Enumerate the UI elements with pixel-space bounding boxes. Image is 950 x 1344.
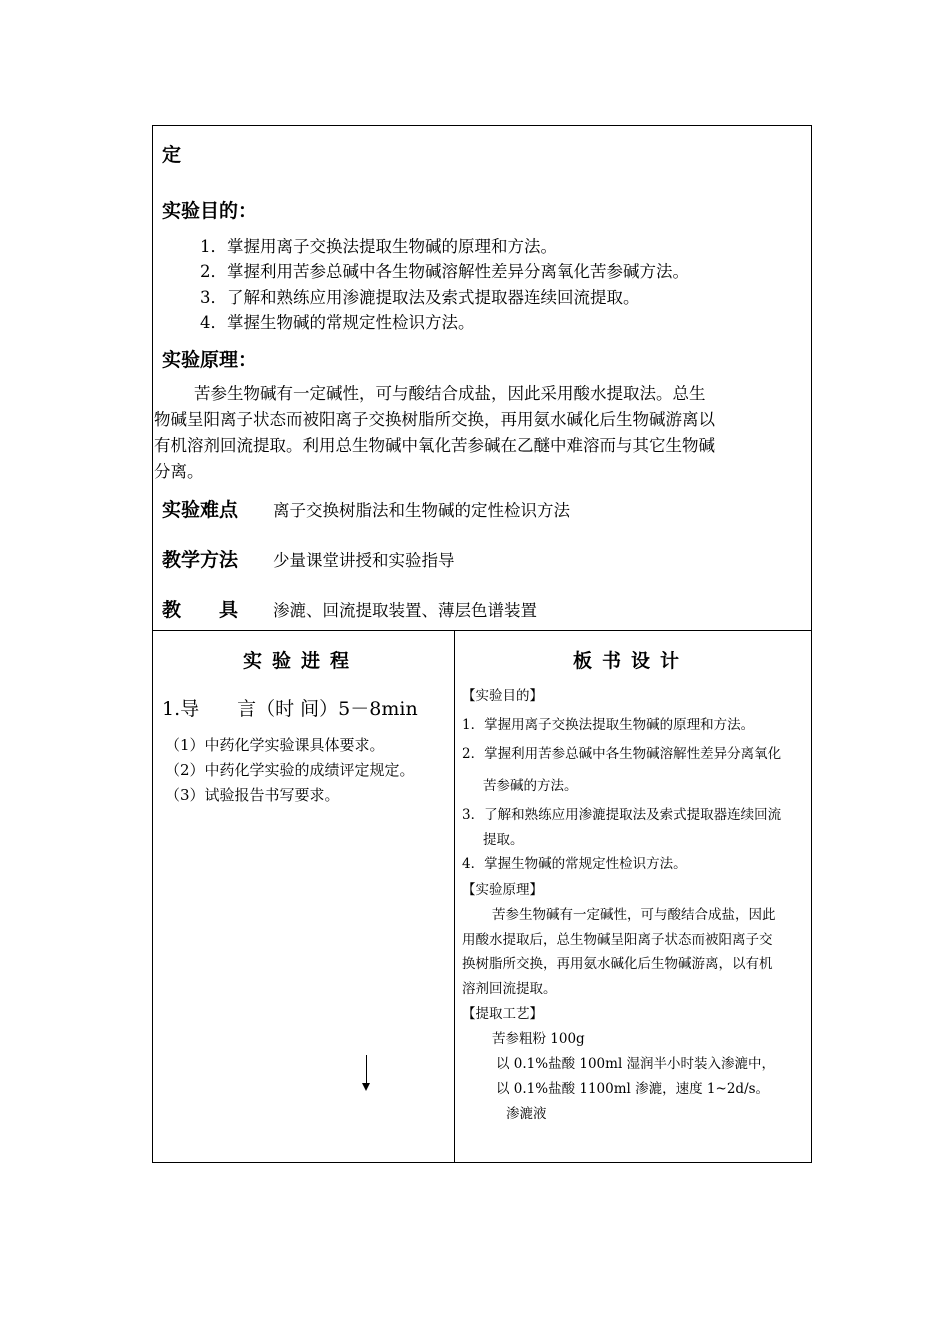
board-process-tag: 【提取工艺】 xyxy=(462,1006,543,1022)
principle-line: 物碱呈阳离子状态而被阳离子交换树脂所交换，再用氨水碱化后生物碱游离以 xyxy=(154,410,715,429)
flow-arrow-line xyxy=(366,1055,367,1083)
heading-ding: 定 xyxy=(162,144,182,166)
purpose-item: 1．掌握用离子交换法提取生物碱的原理和方法。 xyxy=(200,237,557,256)
difficulty-value: 离子交换树脂法和生物碱的定性检识方法 xyxy=(273,501,570,520)
purpose-title: 实验目的： xyxy=(162,200,258,222)
board-purpose-line: 苦参碱的方法。 xyxy=(483,778,578,794)
intro-section-title: 1.导 言（时 间）5－8min xyxy=(162,698,418,720)
intro-item: （3）试验报告书写要求。 xyxy=(165,786,340,804)
left-column-header: 实验进程 xyxy=(243,650,360,672)
board-purpose-line: 提取。 xyxy=(483,832,524,848)
process-step: 以 0.1%盐酸 100ml 湿润半小时装入渗漉中， xyxy=(496,1056,776,1072)
board-principle-line: 用酸水提取后，总生物碱呈阳离子状态而被阳离子交 xyxy=(462,932,773,948)
principle-line: 苦参生物碱有一定碱性，可与酸结合成盐，因此采用酸水提取法。总生 xyxy=(194,384,706,403)
purpose-item: 2．掌握利用苦参总碱中各生物碱溶解性差异分离氧化苦参碱方法。 xyxy=(200,262,689,281)
board-purpose-line: 3．了解和熟练应用渗漉提取法及索式提取器连续回流 xyxy=(462,807,782,823)
board-principle-line: 溶剂回流提取。 xyxy=(462,981,557,997)
board-purpose-line: 2．掌握利用苦参总碱中各生物碱溶解性差异分离氧化 xyxy=(462,746,782,762)
intro-item: （2）中药化学实验的成绩评定规定。 xyxy=(165,761,415,779)
board-principle-line: 换树脂所交换，再用氨水碱化后生物碱游离，以有机 xyxy=(462,956,773,972)
principle-title: 实验原理： xyxy=(162,349,258,371)
row-divider xyxy=(153,630,811,631)
tools-value: 渗漉、回流提取装置、薄层色谱装置 xyxy=(273,601,537,620)
principle-line: 分离。 xyxy=(154,462,204,481)
tools-label: 教 具 xyxy=(162,599,239,621)
intro-item: （1）中药化学实验课具体要求。 xyxy=(165,736,385,754)
board-purpose-line: 1．掌握用离子交换法提取生物碱的原理和方法。 xyxy=(462,717,755,733)
column-divider xyxy=(454,630,455,1162)
process-step: 苦参粗粉 100g xyxy=(492,1031,585,1047)
board-purpose-line: 4．掌握生物碱的常规定性检识方法。 xyxy=(462,856,687,872)
board-principle-tag: 【实验原理】 xyxy=(462,882,543,898)
difficulty-label: 实验难点 xyxy=(162,499,239,521)
method-value: 少量课堂讲授和实验指导 xyxy=(273,551,455,570)
board-purpose-tag: 【实验目的】 xyxy=(462,688,543,704)
process-step: 渗漉液 xyxy=(506,1106,547,1122)
process-step: 以 0.1%盐酸 1100ml 渗漉，速度 1~2d/s。 xyxy=(496,1081,770,1097)
principle-paragraph xyxy=(154,381,806,485)
purpose-item: 4．掌握生物碱的常规定性检识方法。 xyxy=(200,313,475,332)
purpose-item: 3．了解和熟练应用渗漉提取法及索式提取器连续回流提取。 xyxy=(200,288,640,307)
board-principle-line: 苦参生物碱有一定碱性，可与酸结合成盐，因此 xyxy=(492,907,776,923)
flow-arrow-head xyxy=(362,1083,370,1091)
right-column-header: 板书设计 xyxy=(573,650,690,672)
method-label: 教学方法 xyxy=(162,549,239,571)
principle-line: 有机溶剂回流提取。利用总生物碱中氧化苦参碱在乙醚中难溶而与其它生物碱 xyxy=(154,436,715,455)
